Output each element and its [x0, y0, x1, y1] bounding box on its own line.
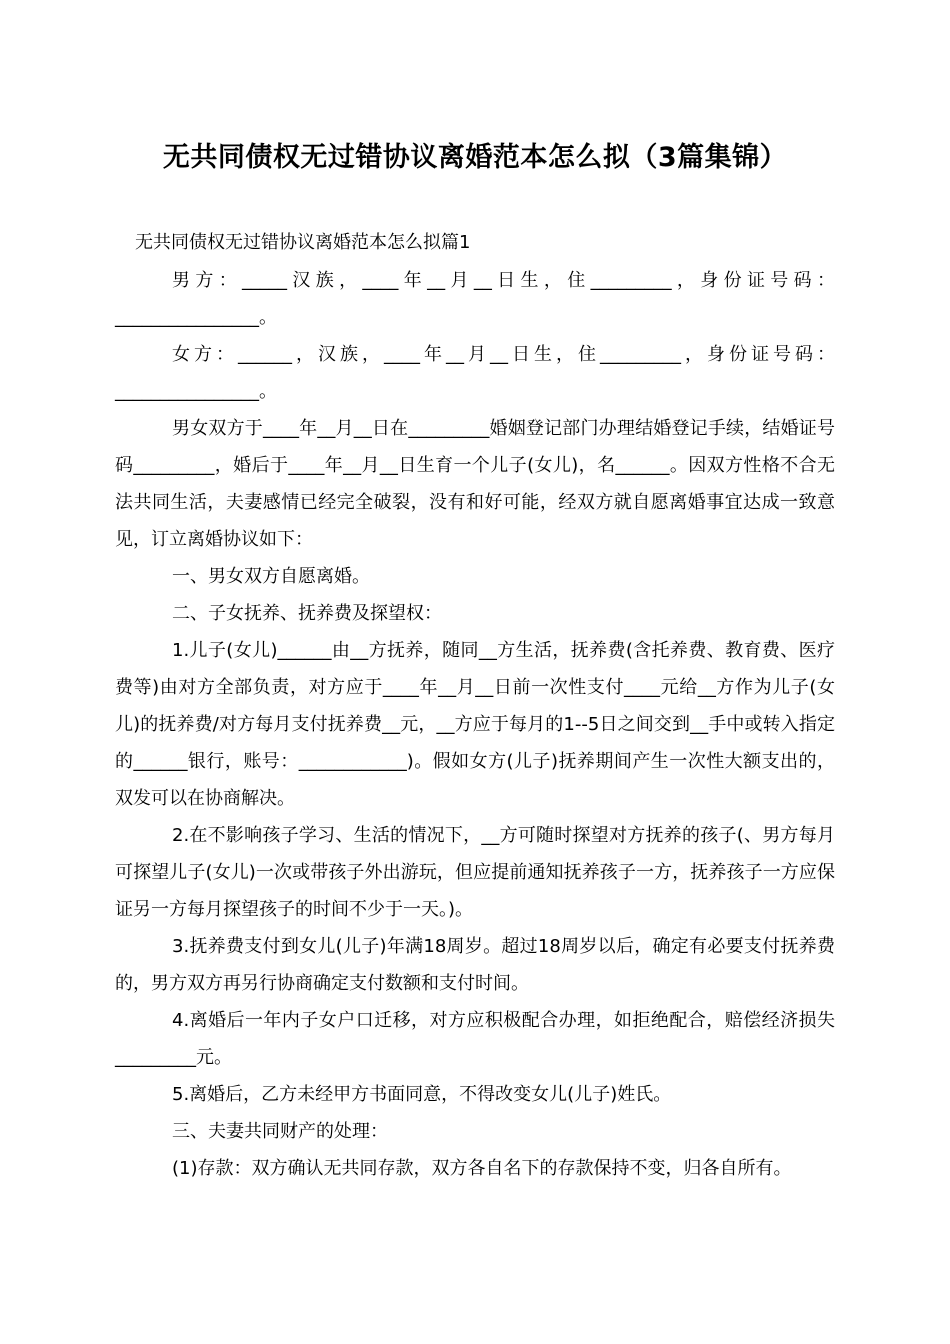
document-body [115, 262, 835, 1187]
section-heading: 无共同债权无过错协议离婚范本怎么拟篇1 [135, 232, 471, 253]
paragraph-clause-3: 三、夫妻共同财产的处理： [172, 1121, 388, 1142]
paragraph-female-party: 女方：______，汉族，____年__月__日生，住_________，身份证号码：________________。 [115, 344, 835, 402]
paragraph-clause-1: 一、男女双方自愿离婚。 [172, 566, 370, 587]
paragraph-marriage-info: 男女双方于____年__月__日在_________婚姻登记部门办理结婚登记手续，结婚证号码_________，婚后于____年__月__日生育一个儿子(女儿)，名______。因双方性格不合无法共同生活，夫妻感情已经完全破裂，没有和好可能，经双方就自愿离婚事宜达成一致意见，订立离婚协议如下： [115, 418, 835, 550]
paragraph-item-5: 5.离婚后，乙方未经甲方书面同意，不得改变女儿(儿子)姓氏。 [172, 1084, 672, 1105]
paragraph-clause-2: 二、子女抚养、抚养费及探望权： [172, 603, 442, 624]
paragraph-item-2: 2.在不影响孩子学习、生活的情况下，__方可随时探望对方抚养的孩子(、男方每月可探望儿子(女儿)一次或带孩子外出游玩，但应提前通知抚养孩子一方，抚养孩子一方应保证另一方每月探望孩子的时间不少于一天。)。 [115, 825, 835, 920]
paragraph-item-1: 1.儿子(女儿)______由__方抚养，随同__方生活，抚养费(含托养费、教育费、医疗费等)由对方全部负责，对方应于____年__月__日前一次性支付____元给__方作为儿子(女儿)的抚养费/对方每月支付抚养费__元，__方应于每月的1--5日之间交到__手中或转入指定的______银行，账号：____________)。假如女方(儿子)抚养期间产生一次性大额支出的，双发可以在协商解决。 [115, 640, 835, 809]
paragraph-male-party: 男方：_____汉族，____年__月__日生，住_________，身份证号码：________________。 [115, 270, 835, 328]
paragraph-item-3: 3.抚养费支付到女儿(儿子)年满18周岁。超过18周岁以后，确定有必要支付抚养费的，男方双方再另行协商确定支付数额和支付时间。 [115, 936, 835, 994]
paragraph-savings: (1)存款：双方确认无共同存款，双方各自名下的存款保持不变，归各自所有。 [172, 1158, 792, 1179]
paragraph-item-4: 4.离婚后一年内子女户口迁移，对方应积极配合办理，如拒绝配合，赔偿经济损失_________元。 [115, 1010, 835, 1068]
document-title: 无共同债权无过错协议离婚范本怎么拟（3篇集锦） [162, 142, 788, 173]
